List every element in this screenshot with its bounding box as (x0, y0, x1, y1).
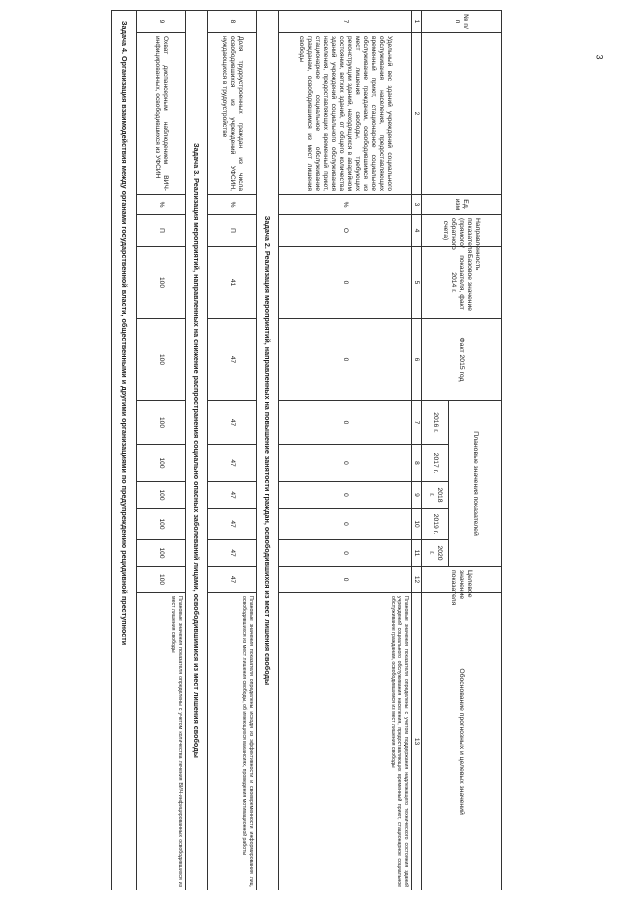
row-num: 9 (137, 11, 186, 33)
col-number: 1 (412, 11, 422, 33)
row-target: 100 (137, 567, 186, 593)
col-number: 9 (412, 482, 422, 509)
row-num: 7 (279, 11, 412, 33)
header-name (422, 33, 502, 195)
row-unit: % (208, 195, 257, 215)
row-2020: 100 (137, 540, 186, 567)
row-name: Охват диспансерным наблюдением ВИЧ-инфицированных, освободившихся из УФСИН (137, 33, 186, 195)
header-rationale: Обоснование прогнозных и целевых значений (422, 593, 502, 890)
row-2019: 47 (208, 509, 257, 540)
row-direction: П (208, 215, 257, 247)
row-fact-2015: 100 (137, 319, 186, 401)
row-2020: 0 (279, 540, 412, 567)
row-base: 100 (137, 247, 186, 319)
header-planned: Плановые значения показателей (449, 401, 502, 567)
table-row-7 (279, 11, 412, 891)
rotated-table-area (22, 10, 502, 890)
col-number: 11 (412, 540, 422, 567)
col-number: 13 (412, 593, 422, 890)
header-year-2019: 2019 г. (422, 509, 449, 540)
col-number: 2 (412, 33, 422, 195)
row-target: 47 (208, 567, 257, 593)
row-num: 8 (208, 11, 257, 33)
col-number: 5 (412, 247, 422, 319)
row-2016: 100 (137, 401, 186, 445)
row-2017: 0 (279, 445, 412, 482)
row-2018: 0 (279, 482, 412, 509)
row-2017: 47 (208, 445, 257, 482)
header-unit: Ед. изм (422, 195, 502, 215)
table-row-9 (137, 11, 186, 891)
col-number: 4 (412, 215, 422, 247)
row-unit: % (137, 195, 186, 215)
row-2019: 100 (137, 509, 186, 540)
row-direction: П (137, 215, 186, 247)
header-base: Базовое значение показателя, факт 2014 г. (422, 247, 502, 319)
col-number: 7 (412, 401, 422, 445)
row-direction: О (279, 215, 412, 247)
header-direction: Направленность показателя (прямого/обратного счета) (422, 215, 502, 247)
task-4-heading: Задача 4. Организация взаимодействия между органами государственной власти, общественными и другими организациями по предупреждению рецидивной преступности (112, 11, 137, 891)
row-base: 41 (208, 247, 257, 319)
row-2018: 47 (208, 482, 257, 509)
col-number: 3 (412, 195, 422, 215)
task-2-heading: Задача 2. Реализация мероприятий, направленных на повышение занятости граждан, освободившихся из мест лишения свободы (257, 11, 279, 891)
row-base: 0 (279, 247, 412, 319)
header-year-2016: 2016 г. (422, 401, 449, 445)
row-rationale: Плановые значения показателя определены с учетом поддержания надлежащего технического состояния зданий учреждений социального обслуживания населения, предоставляющих временный приют, стационарное социальное обслуживание гражданам, освободившимся из мест лишения свободы (279, 593, 412, 890)
header-target: Целевое значение показателя (422, 567, 502, 593)
col-number: 12 (412, 567, 422, 593)
row-name: Доля трудоустроенных граждан из числа освободившихся из учреждений УФСИН, нуждающихся в трудоустройстве (208, 33, 257, 195)
row-unit: % (279, 195, 412, 215)
row-2020: 47 (208, 540, 257, 567)
row-rationale: Плановые значения показателя определены с учетом количества лечения ВИЧ-инфицированных освободившихся из мест лишения свободы (137, 593, 186, 890)
col-number: 10 (412, 509, 422, 540)
task-3-heading: Задача 3. Реализация мероприятий, направленных на снижение распространения социально опасных заболеваний лицами, освободившимися из мест лишения свободы (186, 11, 208, 891)
header-year-2020: 2020 г. (422, 540, 449, 567)
row-2019: 0 (279, 509, 412, 540)
row-fact-2015: 0 (279, 319, 412, 401)
header-year-2018: 2018 г. (422, 482, 449, 509)
col-number: 6 (412, 319, 422, 401)
row-2018: 100 (137, 482, 186, 509)
row-rationale: Плановые значения показателя определены исходя из эффективности и своевременности информирования лиц, освободившихся из мест лишения свободы, об имеющихся вакансиях, проведения мотивационной работы (208, 593, 257, 890)
header-year-2017: 2017 г. (422, 445, 449, 482)
col-number: 8 (412, 445, 422, 482)
row-name: Удельный вес зданий учреждений социального обслуживания населения, предоставляющих временный приют, стационарное социальное обслуживание гражданам, освободившимся из мест лишения свободы, требующих реконструкции зданий, находящихся в аварийном состоянии, ветхих зданий, от общего количества зданий учреждений социального обслуживания населения, предоставляющих временный приют, стационарное социальное обслуживание гражданам, освободившимся из мест лишения свободы (279, 33, 412, 195)
row-fact-2015: 47 (208, 319, 257, 401)
table-row-8 (208, 11, 257, 891)
row-2017: 100 (137, 445, 186, 482)
indicators-table (111, 10, 502, 890)
row-2016: 0 (279, 401, 412, 445)
row-target: 0 (279, 567, 412, 593)
page-number: 3 (594, 54, 605, 60)
row-2016: 47 (208, 401, 257, 445)
header-fact-2015: Факт 2015 год (422, 319, 502, 401)
header-num: № п/п (422, 11, 502, 33)
